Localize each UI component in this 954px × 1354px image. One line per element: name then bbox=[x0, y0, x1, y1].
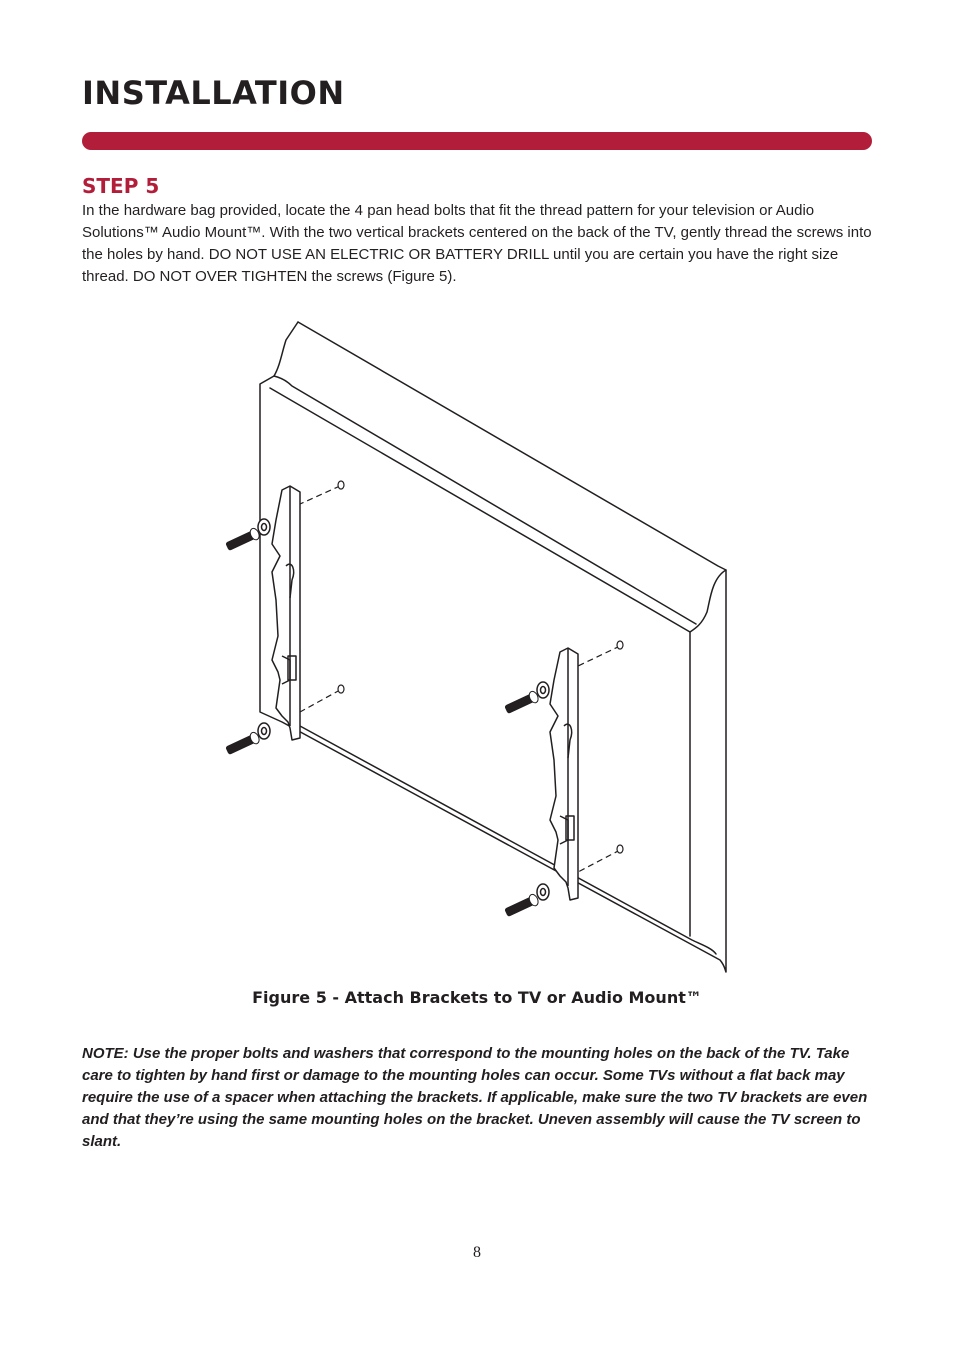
tv-rim-inner bbox=[274, 376, 696, 624]
tv-panel-outline bbox=[260, 322, 726, 972]
page-title: INSTALLATION bbox=[82, 74, 345, 112]
left-vertical-bracket bbox=[272, 486, 300, 740]
step-heading: STEP 5 bbox=[82, 174, 160, 198]
note-paragraph: NOTE: Use the proper bolts and washers that correspond to the mounting holes on the back of the TV. Take care to tighten by hand first or damage to the mounting holes can occur. Some TVs without a flat back may require the use of a spacer when attaching the brackets. If applicable, make sure the two TV brackets are even and that they’re using the same mounting holes on the bracket. Uneven assembly will cause the TV screen to slant. bbox=[82, 1045, 868, 1150]
tv-top-rim bbox=[298, 322, 726, 570]
figure-5-illustration bbox=[0, 300, 954, 990]
figure-caption: Figure 5 - Attach Brackets to TV or Audio Mount™ bbox=[252, 988, 702, 1007]
pan-head-bolts bbox=[225, 527, 540, 918]
step-instructions: In the hardware bag provided, locate the 4 pan head bolts that fit the thread pattern for your television or Audio Solutions™ Audio Mount™. With the two vertical brackets centered on the back of the TV, gently thread the screws into the holes by hand. DO NOT USE AN ELECTRIC OR BATTERY DRILL until you are certain you have the right size thread. DO NOT OVER TIGHTEN the screws (Figure 5). bbox=[82, 202, 872, 285]
tv-bottom-edge-inner bbox=[300, 726, 716, 954]
tv-back-bracket-diagram bbox=[0, 300, 954, 990]
right-vertical-bracket bbox=[550, 648, 578, 900]
section-divider-bar bbox=[82, 132, 872, 150]
page-number: 8 bbox=[473, 1244, 481, 1261]
